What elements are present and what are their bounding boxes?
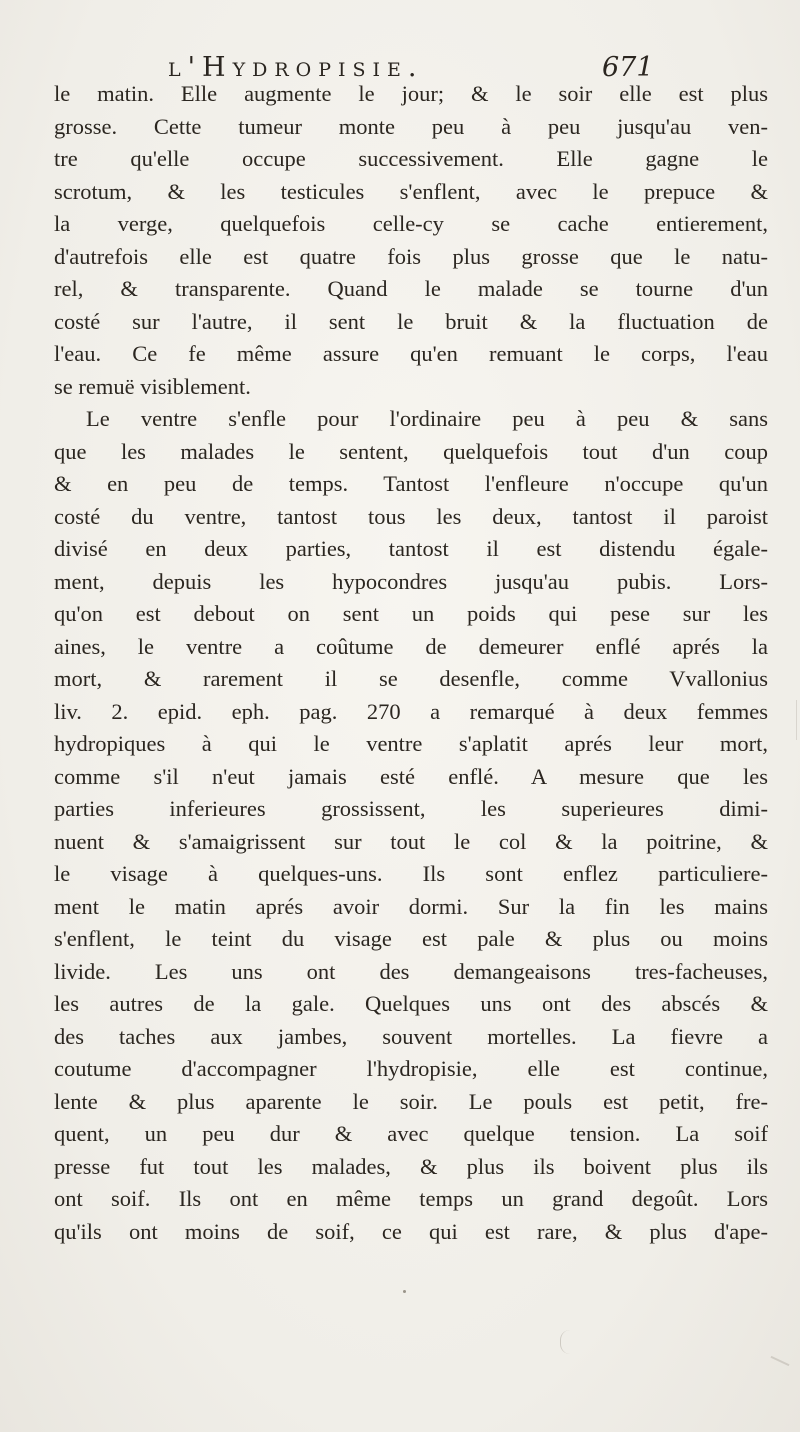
text-line: la verge, quelquefois celle-cy se cache entierement, xyxy=(54,211,768,236)
text-line: se remuë visiblement. xyxy=(54,373,251,399)
text-line: le matin. Elle augmente le jour; & le soir elle est plus xyxy=(54,81,768,106)
text-line: presse fut tout les malades, & plus ils boivent plus ils xyxy=(54,1153,768,1179)
text-line: des taches aux jambes, souvent mortelles. La fievre a xyxy=(54,1023,768,1049)
text-line: d'autrefois elle est quatre fois plus grosse que le natu- xyxy=(54,243,768,269)
paper-mark xyxy=(771,1356,790,1366)
text-line: & en peu de temps. Tantost l'enfleure n'occupe qu'un xyxy=(54,471,768,496)
text-line: aines, le ventre a coûtume de demeurer enflé aprés la xyxy=(54,633,768,659)
text-line: livide. Les uns ont des demangeaisons tres-facheuses, xyxy=(54,958,768,984)
text-line: rel, & transparente. Quand le malade se tourne d'un xyxy=(54,276,768,301)
text-line: ont soif. Ils ont en même temps un grand degoût. Lors xyxy=(54,1186,768,1211)
text-line: mort, & rarement il se desenfle, comme Vvallonius xyxy=(54,666,768,691)
paper-mark xyxy=(560,1330,571,1354)
text-line: divisé en deux parties, tantost il est distendu égale- xyxy=(54,536,768,561)
text-line: s'enflent, le teint du visage est pale & plus ou moins xyxy=(54,926,768,951)
text-line: liv. 2. epid. eph. pag. 270 a remarqué à deux femmes xyxy=(54,698,768,724)
text-line: le visage à quelques-uns. Ils sont enflez particuliere- xyxy=(54,861,768,886)
text-line: parties inferieures grossissent, les superieures dimi- xyxy=(54,796,768,821)
text-line: costé sur l'autre, il sent le bruit & la fluctuation de xyxy=(54,308,768,334)
text-line: qu'on est debout on sent un poids qui pese sur les xyxy=(54,601,768,626)
text-line: coutume d'accompagner l'hydropisie, elle est continue, xyxy=(54,1056,768,1081)
text-line: l'eau. Ce fe même assure qu'en remuant le corps, l'eau xyxy=(54,341,768,366)
text-line: nuent & s'amaigrissent sur tout le col & la poitrine, & xyxy=(54,828,768,854)
text-line: quent, un peu dur & avec quelque tension. La soif xyxy=(54,1121,768,1146)
body-text xyxy=(54,78,768,1248)
text-line: que les malades le sentent, quelquefois tout d'un coup xyxy=(54,438,768,464)
text-line: hydropiques à qui le ventre s'aplatit aprés leur mort, xyxy=(54,731,768,756)
text-line: ment le matin aprés avoir dormi. Sur la fin les mains xyxy=(54,893,768,919)
text-line: qu'ils ont moins de soif, ce qui est rare, & plus d'ape- xyxy=(54,1218,768,1244)
text-line: costé du ventre, tantost tous les deux, tantost il paroist xyxy=(54,503,768,529)
text-line: grosse. Cette tumeur monte peu à peu jusqu'au ven- xyxy=(54,113,768,139)
ink-speck xyxy=(403,1290,406,1293)
text-line: Le ventre s'enfle pour l'ordinaire peu à peu & sans xyxy=(86,406,768,431)
text-line: les autres de la gale. Quelques uns ont des abscés & xyxy=(54,991,768,1016)
text-line: tre qu'elle occupe successivement. Elle gagne le xyxy=(54,146,768,171)
paper-mark xyxy=(788,700,797,740)
text-line: lente & plus aparente le soir. Le pouls est petit, fre- xyxy=(54,1088,768,1114)
text-line: comme s'il n'eut jamais esté enflé. A mesure que les xyxy=(54,763,768,789)
running-title: l'Hydropisie. xyxy=(168,52,424,83)
text-line: ment, depuis les hypocondres jusqu'au pubis. Lors- xyxy=(54,568,768,594)
page-number: 671 xyxy=(602,52,654,83)
text-line: scrotum, & les testicules s'enflent, avec le prepuce & xyxy=(54,178,768,204)
